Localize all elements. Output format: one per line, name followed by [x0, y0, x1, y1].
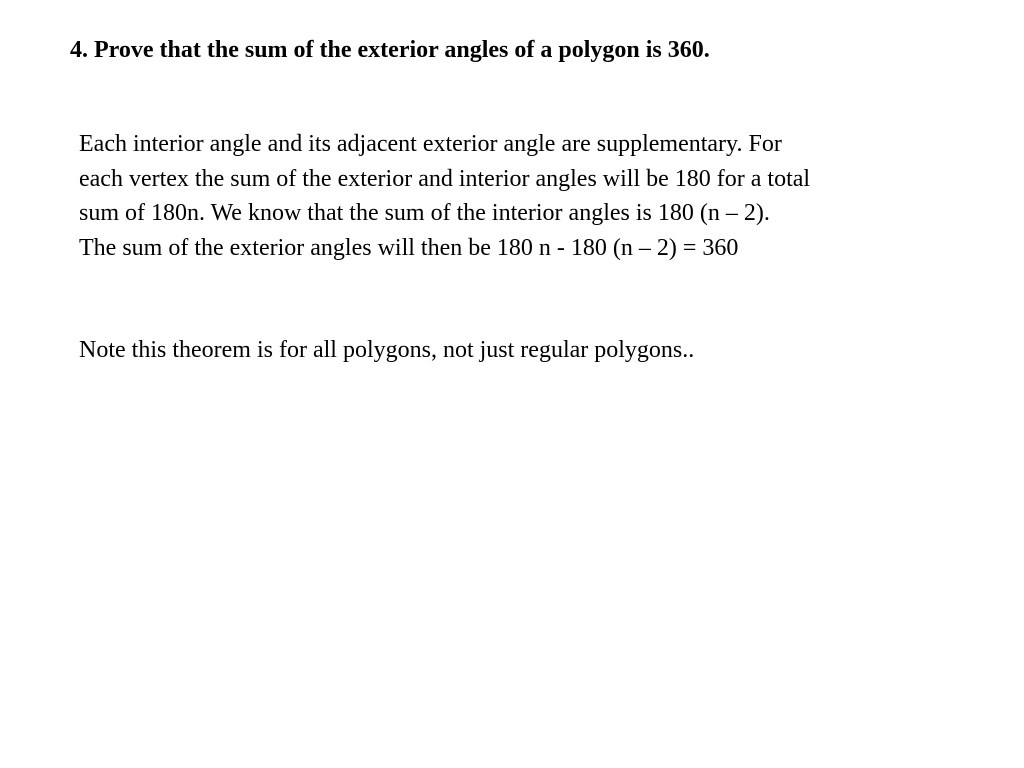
theorem-note: Note this theorem is for all polygons, not just regular polygons..	[79, 337, 695, 363]
proof-line: Each interior angle and its adjacent exterior angle are supplementary. For	[79, 131, 782, 157]
proof-line: The sum of the exterior angles will then be 180 n - 180 (n – 2) = 360	[79, 234, 739, 261]
proof-paragraph	[79, 127, 979, 265]
problem-heading: 4. Prove that the sum of the exterior angles of a polygon is 360.	[70, 37, 710, 63]
proof-line: each vertex the sum of the exterior and interior angles will be 180 for a total	[79, 165, 811, 192]
proof-line: sum of 180n. We know that the sum of the interior angles is 180 (n – 2).	[79, 200, 770, 226]
